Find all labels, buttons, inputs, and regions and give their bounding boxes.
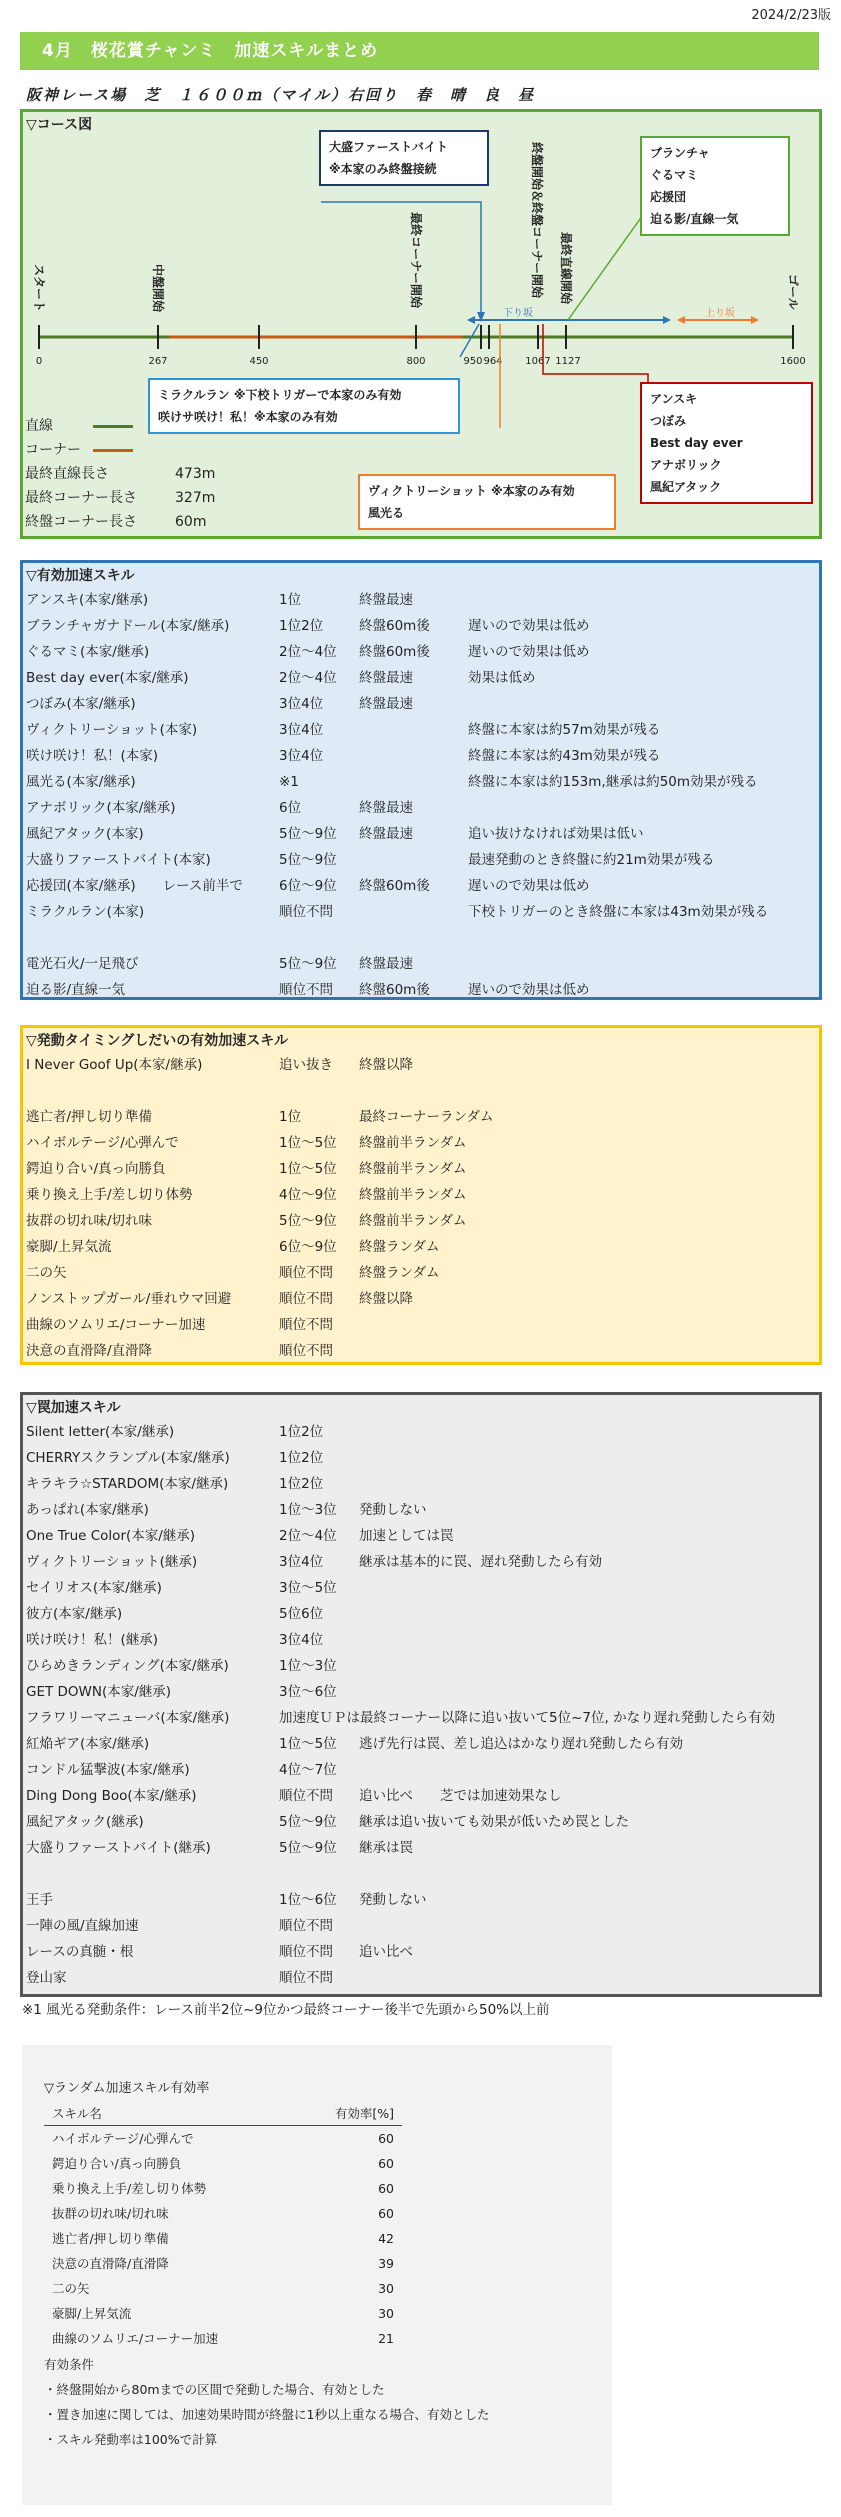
timing: 発動しない xyxy=(359,1892,427,1908)
dist-label: 0 xyxy=(35,356,43,367)
table-row xyxy=(23,847,819,873)
skill-name: ヴィクトリーショット(本家) xyxy=(26,722,198,738)
course-map-panel xyxy=(20,109,822,539)
table-row xyxy=(23,1052,819,1078)
skill-name: 曲線のソムリエ/コーナー加速 xyxy=(52,2331,219,2346)
skill-name: ノンストップガール/垂れウマ回避 xyxy=(26,1291,232,1307)
table-row xyxy=(23,1627,819,1653)
legend-final-straight: 最終直線長さ 473m xyxy=(25,466,216,482)
table-row xyxy=(23,1130,819,1156)
table-row xyxy=(44,2126,402,2151)
position: 3位～5位 xyxy=(279,1580,337,1596)
table-row xyxy=(23,743,819,769)
page-title: 4月 桜花賞チャンミ 加速スキルまとめ xyxy=(20,32,819,70)
table-row xyxy=(44,2326,402,2351)
skill-name: コンドル猛撃波(本家/継承) xyxy=(26,1762,190,1778)
dist-label: 267 xyxy=(148,356,168,367)
version-date: 2024/2/23版 xyxy=(751,8,831,23)
skill-name: Best day ever(本家/継承) xyxy=(26,670,189,686)
marker-final-corner: 最終コーナー開始 xyxy=(409,212,423,309)
marker-final-straight: 最終直線開始 xyxy=(559,232,573,305)
table-row xyxy=(44,2301,402,2326)
position: 1位2位 xyxy=(279,1424,324,1440)
skill-name: アナボリック(本家/継承) xyxy=(26,800,176,816)
skill-name: ぐるマミ(本家/継承) xyxy=(26,644,150,660)
table-row xyxy=(23,1731,819,1757)
position: 3位4位 xyxy=(279,696,324,712)
position: 順位不問 xyxy=(279,1291,333,1307)
skill-name: 風紀アタック(本家) xyxy=(26,826,144,842)
position: 順位不問 xyxy=(279,1343,333,1359)
race-conditions: 阪神レース場 芝 １６００ｍ（マイル）右回り 春 晴 良 昼 xyxy=(26,86,535,104)
table-row xyxy=(23,587,819,613)
effective-rate: 42 xyxy=(378,2231,394,2246)
skill-name: 一陣の風/直線加速 xyxy=(26,1918,139,1934)
timing: 終盤前半ランダム xyxy=(359,1213,467,1229)
table-row xyxy=(23,613,819,639)
position: 5位～9位 xyxy=(279,1213,337,1229)
timing: 終盤60m後 xyxy=(359,878,430,894)
callout-ansuki: アンスキ つぼみ Best day ever アナボリック 風紀アタック xyxy=(640,382,813,504)
table-row xyxy=(23,1523,819,1549)
remark: 終盤に本家は約57m効果が残る xyxy=(468,722,661,738)
table-row xyxy=(44,2176,402,2201)
downhill-label: 下り坂 xyxy=(503,308,533,319)
position: 3位～6位 xyxy=(279,1684,337,1700)
table-row xyxy=(23,795,819,821)
trap-skills-heading: ▽罠加速スキル xyxy=(26,1400,121,1416)
position: 3位4位 xyxy=(279,1632,324,1648)
effective-rate: 30 xyxy=(378,2281,394,2296)
timing: 終盤ランダム xyxy=(359,1239,440,1255)
table-row xyxy=(23,1575,819,1601)
table-row xyxy=(23,717,819,743)
timing: 終盤最速 xyxy=(359,800,413,816)
position: 順位不問 xyxy=(279,1317,333,1333)
effective-skills-heading: ▽有効加速スキル xyxy=(26,568,135,584)
skill-name: レースの真髄・根 xyxy=(26,1944,134,1960)
remark: 遅いので効果は低め xyxy=(468,982,590,998)
table-row xyxy=(23,1601,819,1627)
timing-skills-heading: ▽発動タイミングしだいの有効加速スキル xyxy=(26,1033,289,1049)
table-row xyxy=(44,2251,402,2276)
table-row xyxy=(23,1965,819,1991)
effective-rate: 60 xyxy=(378,2181,394,2196)
position: 順位不問 xyxy=(279,982,333,998)
skill-name: 風光る(本家/継承) xyxy=(26,774,136,790)
skill-name: ミラクルラン(本家) xyxy=(26,904,145,920)
remark: 終盤に本家は約153m,継承は約50m効果が残る xyxy=(468,774,758,790)
table-row xyxy=(23,769,819,795)
skill-name: 王手 xyxy=(26,1892,53,1908)
position: 2位～4位 xyxy=(279,1528,337,1544)
effective-rate: 60 xyxy=(378,2156,394,2171)
skill-name: 抜群の切れ味/切れ味 xyxy=(26,1213,153,1229)
timing: 終盤60m後 xyxy=(359,982,430,998)
table-row xyxy=(23,1705,819,1731)
remark: 終盤に本家は約43m効果が残る xyxy=(468,748,661,764)
table-row xyxy=(23,1312,819,1338)
skill-name: ヴィクトリーショット(継承) xyxy=(26,1554,198,1570)
position: 1位～5位 xyxy=(279,1736,337,1752)
dist-label: 1600 xyxy=(780,356,806,367)
position: ※1 xyxy=(279,774,299,790)
timing: 終盤以降 xyxy=(359,1057,413,1073)
timing: 終盤最速 xyxy=(359,592,413,608)
timing: 終盤前半ランダム xyxy=(359,1135,467,1151)
legend-corner: コーナー xyxy=(25,438,245,462)
table-row xyxy=(44,2226,402,2251)
effective-skills-table xyxy=(23,587,819,1003)
timing: 継承は基本的に罠、遅れ発動したら有効 xyxy=(359,1554,602,1570)
position: 1位2位 xyxy=(279,618,324,634)
table-row xyxy=(23,1419,819,1445)
skill-name: ハイボルテージ/心弾んで xyxy=(52,2131,194,2146)
callout-daisei: 大盛ファーストバイト ※本家のみ終盤接続 xyxy=(319,130,489,186)
table-row xyxy=(44,2276,402,2301)
dist-label: 450 xyxy=(249,356,269,367)
skill-name: I Never Goof Up(本家/継承) xyxy=(26,1057,203,1073)
skill-name: 豪脚/上昇気流 xyxy=(52,2306,132,2321)
table-row xyxy=(23,1679,819,1705)
timing: 終盤最速 xyxy=(359,670,413,686)
position: 1位～3位 xyxy=(279,1502,337,1518)
remark: 遅いので効果は低め xyxy=(468,644,590,660)
table-row xyxy=(44,2151,402,2176)
remark: 下校トリガーのとき終盤に本家は43m効果が残る xyxy=(468,904,769,920)
effective-rate: 60 xyxy=(378,2131,394,2146)
table-row xyxy=(23,977,819,1003)
skill-name: アンスキ(本家/継承) xyxy=(26,592,149,608)
skill-name: 風紀アタック(継承) xyxy=(26,1814,144,1830)
position: 2位～4位 xyxy=(279,644,337,660)
table-row xyxy=(23,1445,819,1471)
callout-miracle: ミラクルラン ※下校トリガーで本家のみ有効 咲けサ咲け！私！※本家のみ有効 xyxy=(148,378,460,434)
condition-item: ・置き加速に関しては、加速効果時間が終盤に1秒以上重なる場合、有効とした xyxy=(44,2407,490,2422)
trap-skills-table xyxy=(23,1419,819,1991)
skill-name: 二の矢 xyxy=(52,2281,90,2296)
timing: 終盤最速 xyxy=(359,826,413,842)
table-row xyxy=(23,1471,819,1497)
dist-label: 1067 xyxy=(525,356,551,367)
table-row xyxy=(23,1913,819,1939)
skill-name: フラワリーマニューバ(本家/継承) xyxy=(26,1710,230,1726)
skill-name: 迫る影/直線一気 xyxy=(26,982,126,998)
skill-name: CHERRYスクランブル(本家/継承) xyxy=(26,1450,230,1466)
position: 4位～9位 xyxy=(279,1187,337,1203)
skill-name: 豪脚/上昇気流 xyxy=(26,1239,112,1255)
timing: 追い比べ xyxy=(359,1944,413,1960)
remark: 遅いので効果は低め xyxy=(468,618,590,634)
position: 3位4位 xyxy=(279,722,324,738)
table-row xyxy=(23,1861,819,1887)
position: 1位2位 xyxy=(279,1450,324,1466)
table-row xyxy=(23,691,819,717)
remark: 追い抜けなければ効果は低い xyxy=(468,826,644,842)
skill-name: 登山家 xyxy=(26,1970,67,1986)
table-row xyxy=(23,1104,819,1130)
position: 1位～3位 xyxy=(279,1658,337,1674)
uphill-label: 上り坂 xyxy=(705,308,735,319)
timing: 終盤以降 xyxy=(359,1291,413,1307)
position: 1位2位 xyxy=(279,1476,324,1492)
timing: 継承は追い抜いても効果が低いため罠とした xyxy=(359,1814,629,1830)
position: 6位～9位 xyxy=(279,1239,337,1255)
effective-rate: 39 xyxy=(378,2256,394,2271)
table-row xyxy=(23,1549,819,1575)
position: 順位不問 xyxy=(279,1265,333,1281)
position: 6位 xyxy=(279,800,302,816)
skill-name: 乗り換え上手/差し切り体勢 xyxy=(52,2181,207,2196)
table-row xyxy=(23,1078,819,1104)
timing-skills-panel xyxy=(20,1025,822,1365)
course-heading: ▽コース図 xyxy=(26,117,93,133)
timing: 終盤前半ランダム xyxy=(359,1187,467,1203)
remark: 遅いので効果は低め xyxy=(468,878,590,894)
footnote: ※1 風光る発動条件：レース前半2位~9位かつ最終コーナー後半で先頭から50%以上前 xyxy=(22,2002,550,2018)
dist-label: 950 xyxy=(463,356,483,367)
trap-skills-panel xyxy=(20,1392,822,1997)
skill-name: 決意の直滑降/直滑降 xyxy=(26,1343,153,1359)
position: 6位～9位 xyxy=(279,878,337,894)
position: 加速度ＵＰは最終コーナー以降に追い抜いて5位~7位, かなり遅れ発動したら有効 xyxy=(279,1710,776,1726)
table-row xyxy=(23,951,819,977)
skill-name: 鍔迫り合い/真っ向勝負 xyxy=(52,2156,182,2171)
skill-name: 決意の直滑降/直滑降 xyxy=(52,2256,169,2271)
table-row xyxy=(23,1835,819,1861)
skill-name: 逃亡者/押し切り準備 xyxy=(52,2231,169,2246)
position: 5位～9位 xyxy=(279,826,337,842)
skill-name: 乗り換え上手/差し切り体勢 xyxy=(26,1187,193,1203)
table-row xyxy=(23,1783,819,1809)
table-row xyxy=(23,1887,819,1913)
legend-final-corner: 最終コーナー長さ 327m xyxy=(25,490,216,506)
table-row xyxy=(23,1234,819,1260)
skill-name: 応援団(本家/継承) レース前半で xyxy=(26,878,243,894)
effective-skills-panel xyxy=(20,560,822,1000)
table-row xyxy=(23,1497,819,1523)
dist-label: 1127 xyxy=(555,356,581,367)
position: 順位不問 xyxy=(279,1918,333,1934)
condition-item: ・終盤開始から80mまでの区間で発動した場合、有効とした xyxy=(44,2382,385,2397)
table-row xyxy=(23,1653,819,1679)
skill-name: 大盛りファーストバイト(本家) xyxy=(26,852,211,868)
skill-name: ブランチャガナドール(本家/継承) xyxy=(26,618,230,634)
position: 3位4位 xyxy=(279,1554,324,1570)
marker-late-race: 終盤開始＆終盤コーナー開始 xyxy=(530,142,544,299)
table-row xyxy=(23,1809,819,1835)
timing: 最終コーナーランダム xyxy=(359,1109,494,1125)
position: 2位～4位 xyxy=(279,670,337,686)
effective-rate: 60 xyxy=(378,2206,394,2221)
table-row xyxy=(23,1260,819,1286)
dist-label: 964 xyxy=(483,356,503,367)
timing: 逃げ先行は罠、差し追込はかなり遅れ発動したら有効 xyxy=(359,1736,683,1752)
timing-skills-table xyxy=(23,1052,819,1364)
timing: 終盤最速 xyxy=(359,696,413,712)
timing: 加速としては罠 xyxy=(359,1528,454,1544)
position: 1位 xyxy=(279,592,302,608)
timing: 発動しない xyxy=(359,1502,427,1518)
position: 1位～5位 xyxy=(279,1161,337,1177)
effective-rate: 21 xyxy=(378,2331,394,2346)
skill-name: 抜群の切れ味/切れ味 xyxy=(52,2206,169,2221)
marker-goal: ゴール xyxy=(786,274,800,310)
marker-midrace: 中盤開始 xyxy=(151,264,165,313)
skill-name: One True Color(本家/継承) xyxy=(26,1528,196,1544)
skill-name: あっぱれ(本家/継承) xyxy=(26,1502,149,1518)
legend-straight: 直線 xyxy=(25,414,245,438)
skill-name: 彼方(本家/継承) xyxy=(26,1606,123,1622)
position: 5位～9位 xyxy=(279,852,337,868)
skill-name: 咲け咲け！私！(継承) xyxy=(26,1632,159,1648)
timing: 終盤60m後 xyxy=(359,618,430,634)
table-row xyxy=(23,925,819,951)
position: 1位～5位 xyxy=(279,1135,337,1151)
position: 順位不問 xyxy=(279,1788,333,1804)
dist-label: 800 xyxy=(406,356,426,367)
position: 3位4位 xyxy=(279,748,324,764)
table-row xyxy=(23,821,819,847)
timing: 終盤最速 xyxy=(359,956,413,972)
skill-name: セイリオス(本家/継承) xyxy=(26,1580,162,1596)
position: 5位～9位 xyxy=(279,956,337,972)
table-row xyxy=(23,1338,819,1364)
table-row xyxy=(23,665,819,691)
position: 順位不問 xyxy=(279,904,333,920)
position: 順位不問 xyxy=(279,1970,333,1986)
table-header: スキル名 有効率[%] xyxy=(44,2101,402,2126)
position: 5位～9位 xyxy=(279,1814,337,1830)
conditions-title: 有効条件 xyxy=(44,2357,95,2372)
remark: 効果は低め xyxy=(468,670,536,686)
skill-name: ひらめきランディング(本家/継承) xyxy=(26,1658,229,1674)
skill-name: ハイボルテージ/心弾んで xyxy=(26,1135,179,1151)
position: 4位～7位 xyxy=(279,1762,337,1778)
timing: 終盤ランダム xyxy=(359,1265,440,1281)
position: 追い抜き xyxy=(279,1057,333,1073)
skill-name: GET DOWN(本家/継承) xyxy=(26,1684,172,1700)
callout-blanche: ブランチャ ぐるマミ 応援団 迫る影/直線一気 xyxy=(640,136,790,236)
skill-name: 咲け咲け！私！(本家) xyxy=(26,748,159,764)
table-row xyxy=(23,899,819,925)
course-legend xyxy=(25,414,245,534)
skill-name: 二の矢 xyxy=(26,1265,67,1281)
table-row xyxy=(23,873,819,899)
skill-name: 逃亡者/押し切り準備 xyxy=(26,1109,153,1125)
skill-name: Silent letter(本家/継承) xyxy=(26,1424,175,1440)
skill-name: キラキラ☆STARDOM(本家/継承) xyxy=(26,1476,229,1492)
timing: 継承は罠 xyxy=(359,1840,413,1856)
table-row xyxy=(23,639,819,665)
timing: 終盤60m後 xyxy=(359,644,430,660)
skill-name: 鍔迫り合い/真っ向勝負 xyxy=(26,1161,166,1177)
skill-name: 大盛りファーストバイト(継承) xyxy=(26,1840,211,1856)
position: 1位～6位 xyxy=(279,1892,337,1908)
random-skills-heading: ▽ランダム加速スキル有効率 xyxy=(44,2081,210,2096)
timing: 終盤前半ランダム xyxy=(359,1161,467,1177)
skill-name: Ding Dong Boo(本家/継承) xyxy=(26,1788,197,1804)
marker-start: スタート xyxy=(32,264,46,313)
table-row xyxy=(44,2201,402,2226)
skill-name: つぼみ(本家/継承) xyxy=(26,696,136,712)
position: 1位 xyxy=(279,1109,302,1125)
table-row xyxy=(23,1156,819,1182)
position: 5位～9位 xyxy=(279,1840,337,1856)
legend-late-corner: 終盤コーナー長さ 60m xyxy=(25,514,207,530)
random-skills-panel xyxy=(22,2045,612,2505)
skill-name: 曲線のソムリエ/コーナー加速 xyxy=(26,1317,206,1333)
position: 5位6位 xyxy=(279,1606,324,1622)
table-row xyxy=(23,1939,819,1965)
callout-victory: ヴィクトリーショット ※本家のみ有効 風光る xyxy=(358,474,616,530)
timing: 追い比べ 芝では加速効果なし xyxy=(359,1788,562,1804)
table-row xyxy=(23,1757,819,1783)
table-row xyxy=(23,1286,819,1312)
condition-item: ・スキル発動率は100%で計算 xyxy=(44,2432,218,2447)
remark: 最速発動のとき終盤に約21m効果が残る xyxy=(468,852,715,868)
skill-name: 電光石火/一足飛び xyxy=(26,956,139,972)
random-skills-table xyxy=(44,2101,402,2351)
effective-rate: 30 xyxy=(378,2306,394,2321)
skill-name: 紅焔ギア(本家/継承) xyxy=(26,1736,150,1752)
table-row xyxy=(23,1182,819,1208)
position: 順位不問 xyxy=(279,1944,333,1960)
table-row xyxy=(23,1208,819,1234)
